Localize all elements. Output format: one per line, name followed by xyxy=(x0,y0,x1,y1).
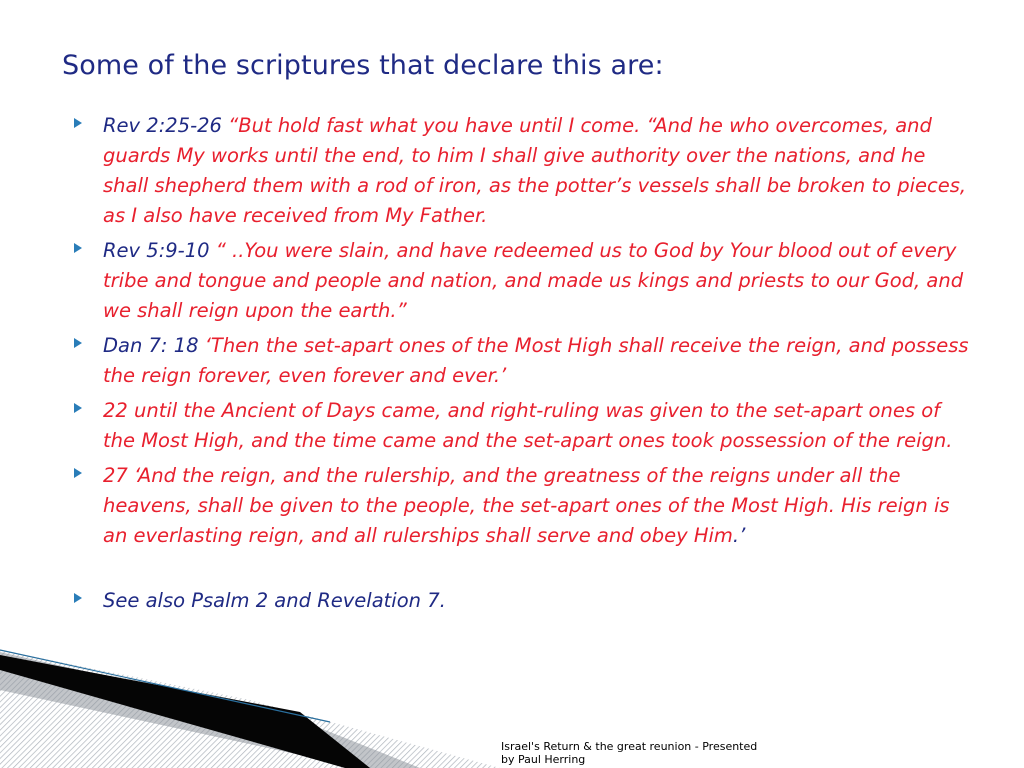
scripture-item-dan-7-18 xyxy=(74,331,974,391)
see-also-text: See also Psalm 2 and Revelation 7. xyxy=(103,589,446,612)
scripture-reference: Dan 7: 18 xyxy=(103,334,199,357)
scripture-reference: Rev 5:9-10 xyxy=(103,239,210,262)
scripture-text-tail: .’ xyxy=(732,524,746,547)
scripture-text: “ ..You were slain, and have redeemed us to God by Your blood out of every tribe and tongue and people and nation, and made us kings and priests to our God, and we shall reign upon the earth.” xyxy=(103,239,964,322)
bullet-arrow-icon xyxy=(74,243,82,253)
scripture-item-dan-7-22 xyxy=(74,396,974,456)
bullet-arrow-icon xyxy=(74,403,82,413)
scripture-list xyxy=(74,111,974,621)
bullet-arrow-icon xyxy=(74,118,82,128)
scripture-text: 22 until the Ancient of Days came, and right-ruling was given to the set-apart ones of the Most High, and the time came and the set-apart ones took possession of the reign. xyxy=(103,399,953,452)
see-also-item xyxy=(74,586,974,616)
scripture-item-rev-2 xyxy=(74,111,974,231)
scripture-text: “But hold fast what you have until I come. “And he who overcomes, and guards My works until the end, to him I shall give authority over the nations, and he shall shepherd them with a rod of iron, as the potter’s vessels shall be broken to pieces, as I also have received from My Father. xyxy=(103,114,967,227)
scripture-item-rev-5 xyxy=(74,236,974,326)
scripture-text: 27 ‘And the reign, and the rulership, and the greatness of the reigns under all the heavens, shall be given to the people, the set-apart ones of the Most High. His reign is an everlasting reign, and all rulerships shall serve and obey Him xyxy=(103,464,950,547)
bullet-arrow-icon xyxy=(74,593,82,603)
scripture-item-dan-7-27 xyxy=(74,461,974,551)
slide-footer: Israel's Return & the great reunion - Presented by Paul Herring xyxy=(501,740,758,766)
list-spacer xyxy=(74,556,974,586)
slide-title: Some of the scriptures that declare this are: xyxy=(62,50,664,81)
scripture-reference: Rev 2:25-26 xyxy=(103,114,222,137)
bullet-arrow-icon xyxy=(74,468,82,478)
scripture-text: ‘Then the set-apart ones of the Most High shall receive the reign, and possess the reign forever, even forever and ever.’ xyxy=(103,334,969,387)
bullet-arrow-icon xyxy=(74,338,82,348)
